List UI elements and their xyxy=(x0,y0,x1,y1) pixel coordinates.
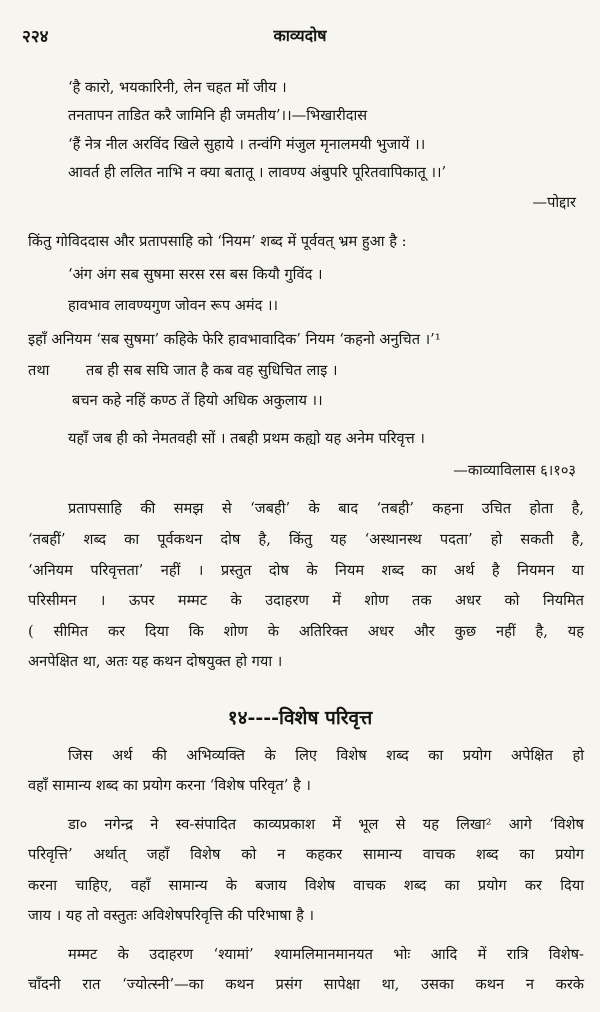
page-number: २२४ xyxy=(22,27,49,47)
paragraph-line: वहाँ सामान्य शब्द का प्रयोग करना ‘विशेष परिवृत’ है । xyxy=(28,777,311,794)
verse-line: यहाँ जब ही को नेमतवही सों । तबही प्रथम कह्यो यह अनेम परिवृत्त । xyxy=(68,430,425,447)
paragraph-line: जाय । यह तो वस्तुतः अविशेषपरिवृत्ति की परिभाषा है । xyxy=(28,907,315,924)
paragraph-line: परिसीमन । ऊपर मम्मट के उदाहरण में शोण तक अधर को नियमित xyxy=(28,592,584,609)
paragraph-line: ‘तबहीं’ शब्द का पूर्वकथन दोष है, किंतु यह ‘अस्थानस्थ पदता’ हो सकती है, xyxy=(28,531,584,548)
paragraph-line: परिवृत्ति’ अर्थात् जहाँ विशेष को न कहकर सामान्य वाचक शब्द का प्रयोग xyxy=(28,846,584,863)
verse-line: ‘हैं नेत्र नील अरविंद खिले सुहाये । तन्वंगि मंजुल मृनालमयी भुजायें ।। xyxy=(68,136,426,153)
paragraph-line: प्रतापसाहि की समझ से ‘जबही’ के बाद ‘तबही’ कहना उचित होता है, xyxy=(68,500,584,517)
verse-label: तथा xyxy=(28,362,50,379)
note-text: इहाँ अनियम ‘सब सुषमा’ कहिके फेरि हावभावादिक’ नियम ‘कहनो अनुचित ।’¹ xyxy=(28,331,441,348)
paragraph-line: ‘अनियम परिवृत्तता’ नहीं । प्रस्तुत दोष के नियम शब्द का अर्थ है नियमन या xyxy=(28,562,584,579)
paragraph-line: करना चाहिए, वहाँ सामान्य के बजाय विशेष वाचक शब्द का प्रयोग कर दिया xyxy=(28,877,584,894)
paragraph-line: जिस अर्थ की अभिव्यक्ति के लिए विशेष शब्द का प्रयोग अपेक्षित हो xyxy=(68,747,584,764)
paragraph-line: मम्मट के उदाहरण ‘श्यामां’ श्यामलिमानमानयत भोः आदि में रात्रि विशेष- xyxy=(68,946,584,963)
verse-attribution: —पोद्दार xyxy=(532,194,576,211)
verse-line: ‘अंग अंग सब सुषमा सरस रस बस कियौ गुविंद । xyxy=(68,266,323,283)
verse-line: तनतापन ताडित करै जामिनि ही जमतीय’।।—भिखारीदास xyxy=(68,107,368,124)
running-title: काव्यदोष xyxy=(273,26,327,45)
paragraph-line: चाँदनी रात ‘ज्योत्स्नी’—का कथन प्रसंग सापेक्षा था, उसका कथन न करके xyxy=(28,976,584,993)
verse-attribution: —काव्याविलास ६।१०३ xyxy=(453,462,576,479)
verse-line: आवर्त ही ललित नाभि न क्या बतातू । लावण्य अंबुपरि पूरितवापिकातू ।।’ xyxy=(68,164,447,181)
paragraph-line: ( सीमित कर दिया कि शोण के अतिरिक्त अधर और कुछ नहीं है, यह xyxy=(28,623,584,640)
intro-text: किंतु गोविददास और प्रतापसाहि को ‘नियम’ शब्द में पूर्ववत् भ्रम हुआ है : xyxy=(28,233,407,250)
verse-line: हावभाव लावण्यगुण जोवन रूप अमंद ।। xyxy=(68,297,279,314)
verse-line: तब ही सब सघि जात है कब वह सुधिचित लाइ । xyxy=(86,362,338,379)
verse-line: ‘है कारो, भयकारिनी, लेन चहत मों जीय । xyxy=(68,79,287,96)
section-heading: १४----विशेष परिवृत्त xyxy=(227,707,373,729)
verse-line: बचन कहे नहिं कण्ठ तें हियो अधिक अकुलाय ।। xyxy=(72,392,323,409)
page-header xyxy=(22,24,578,46)
paragraph-line: अनपेक्षित था, अतः यह कथन दोषयुक्त हो गया । xyxy=(28,653,283,670)
paragraph-line: डा० नगेन्द्र ने स्व-संपादित काव्यप्रकाश में भूल से यह लिखा² आगे ‘विशेष xyxy=(68,816,584,833)
